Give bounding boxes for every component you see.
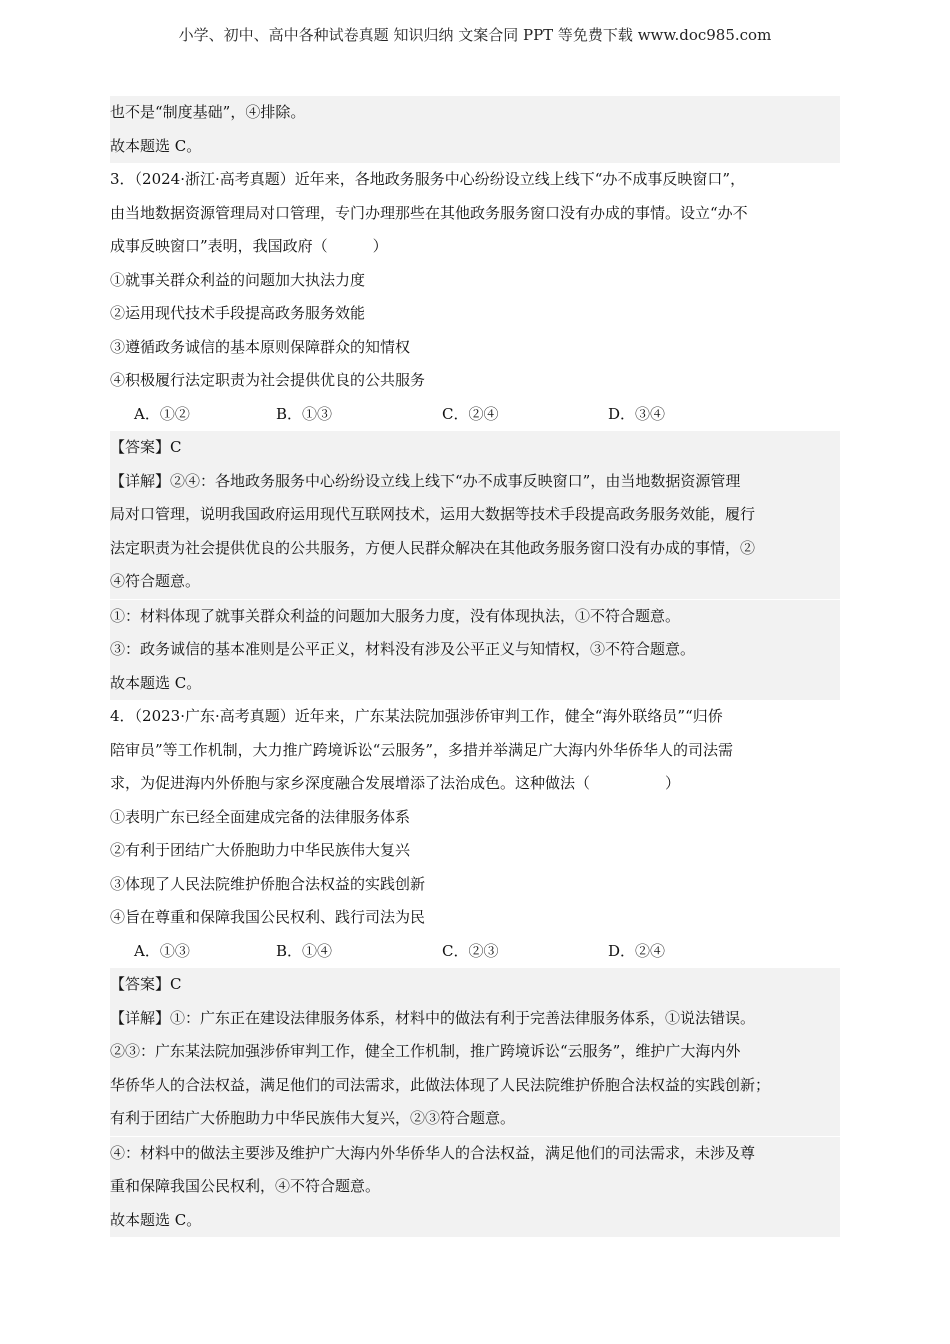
q3-item-1: ①就事关群众利益的问题加大执法力度 bbox=[110, 270, 366, 289]
q3-options bbox=[110, 398, 840, 432]
q3-stem-line: 由当地数据资源管理局对口管理，专门办理那些在其他政务服务窗口没有办成的事情。设立“办不 bbox=[110, 203, 748, 222]
q4-detail-line: 【详解】①：广东正在建设法律服务体系，材料中的做法有利于完善法律服务体系，①说法错误。 bbox=[110, 1002, 840, 1036]
q3-detail-line: ④符合题意。 bbox=[110, 565, 840, 599]
q4-option-b: B．①④ bbox=[276, 941, 333, 960]
q3-item-4: ④积极履行法定职责为社会提供优良的公共服务 bbox=[110, 371, 426, 389]
q3-stem-line: 成事反映窗口”表明，我国政府（ ） bbox=[110, 237, 388, 255]
q3-option-a: A．①② bbox=[134, 404, 190, 423]
q4-detail-line: 有利于团结广大侨胞助力中华民族伟大复兴，②③符合题意。 bbox=[110, 1102, 840, 1136]
question-4 bbox=[110, 700, 840, 1237]
q4-options bbox=[110, 935, 840, 969]
q3-detail-line: 【详解】②④：各地政务服务中心纷纷设立线上线下“办不成事反映窗口”，由当地数据资源管理 bbox=[110, 465, 840, 499]
document-body bbox=[110, 96, 840, 1237]
q3-conclusion: 故本题选 C。 bbox=[110, 667, 840, 701]
q4-detail-line: ②③：广东某法院加强涉侨审判工作，健全工作机制，推广跨境诉讼“云服务”，维护广大海内外 bbox=[110, 1035, 840, 1069]
q3-answer: 【答案】C bbox=[110, 431, 840, 465]
q4-detail-line: 重和保障我国公民权利，④不符合题意。 bbox=[110, 1170, 840, 1204]
q4-stem-line: 陪审员”等工作机制，大力推广跨境诉讼“云服务”，多措并举满足广大海内外华侨华人的司法需 bbox=[110, 740, 734, 759]
prev-conclusion-line: 故本题选 C。 bbox=[110, 130, 840, 164]
q3-option-b: B．①③ bbox=[276, 404, 333, 423]
q3-item-2: ②运用现代技术手段提高政务服务效能 bbox=[110, 304, 366, 322]
q4-stem-line: 求，为促进海内外侨胞与家乡深度融合发展增添了法治成色。这种做法（ ） bbox=[110, 774, 681, 792]
q3-item-3: ③遵循政务诚信的基本原则保障群众的知情权 bbox=[110, 337, 411, 356]
q4-detail-line: 华侨华人的合法权益，满足他们的司法需求，此做法体现了人民法院维护侨胞合法权益的实践创新； bbox=[110, 1069, 840, 1103]
q4-answer: 【答案】C bbox=[110, 968, 840, 1002]
q3-stem-line: 3．（2024·浙江·高考真题）近年来，各地政务服务中心纷纷设立线上线下“办不成事反映窗口”， bbox=[110, 170, 746, 188]
q3-detail-line: ①：材料体现了就事关群众利益的问题加大服务力度，没有体现执法，①不符合题意。 bbox=[110, 599, 840, 634]
prev-explanation-line: 也不是“制度基础”，④排除。 bbox=[110, 96, 840, 130]
q4-detail-line: ④：材料中的做法主要涉及维护广大海内外华侨华人的合法权益，满足他们的司法需求，未涉及尊 bbox=[110, 1136, 840, 1171]
q4-option-a: A．①③ bbox=[134, 941, 190, 960]
page-header: 小学、初中、高中各种试卷真题 知识归纳 文案合同 PPT 等免费下载 www.doc985.com bbox=[178, 26, 772, 44]
q4-item-1: ①表明广东已经全面建成完备的法律服务体系 bbox=[110, 807, 411, 826]
q4-item-3: ③体现了人民法院维护侨胞合法权益的实践创新 bbox=[110, 874, 426, 893]
q3-option-d: D．③④ bbox=[608, 404, 666, 423]
q4-item-2: ②有利于团结广大侨胞助力中华民族伟大复兴 bbox=[110, 841, 411, 859]
q4-item-4: ④旨在尊重和保障我国公民权利、践行司法为民 bbox=[110, 908, 426, 926]
q4-option-c: C．②③ bbox=[442, 941, 499, 960]
q3-option-c: C．②④ bbox=[442, 404, 499, 423]
question-3 bbox=[110, 163, 840, 700]
q4-conclusion: 故本题选 C。 bbox=[110, 1204, 840, 1238]
q3-solution bbox=[110, 431, 840, 700]
q3-detail-line: ③：政务诚信的基本准则是公平正义，材料没有涉及公平正义与知情权，③不符合题意。 bbox=[110, 633, 840, 667]
q4-stem-line: 4．（2023·广东·高考真题）近年来，广东某法院加强涉侨审判工作，健全“海外联络员”“归侨 bbox=[110, 707, 723, 725]
q4-option-d: D．②④ bbox=[608, 941, 666, 960]
q4-solution bbox=[110, 968, 840, 1237]
q3-detail-line: 局对口管理，说明我国政府运用现代互联网技术，运用大数据等技术手段提高政务服务效能，履行 bbox=[110, 498, 840, 532]
q3-detail-line: 法定职责为社会提供优良的公共服务，方便人民群众解决在其他政务服务窗口没有办成的事情，② bbox=[110, 532, 840, 566]
